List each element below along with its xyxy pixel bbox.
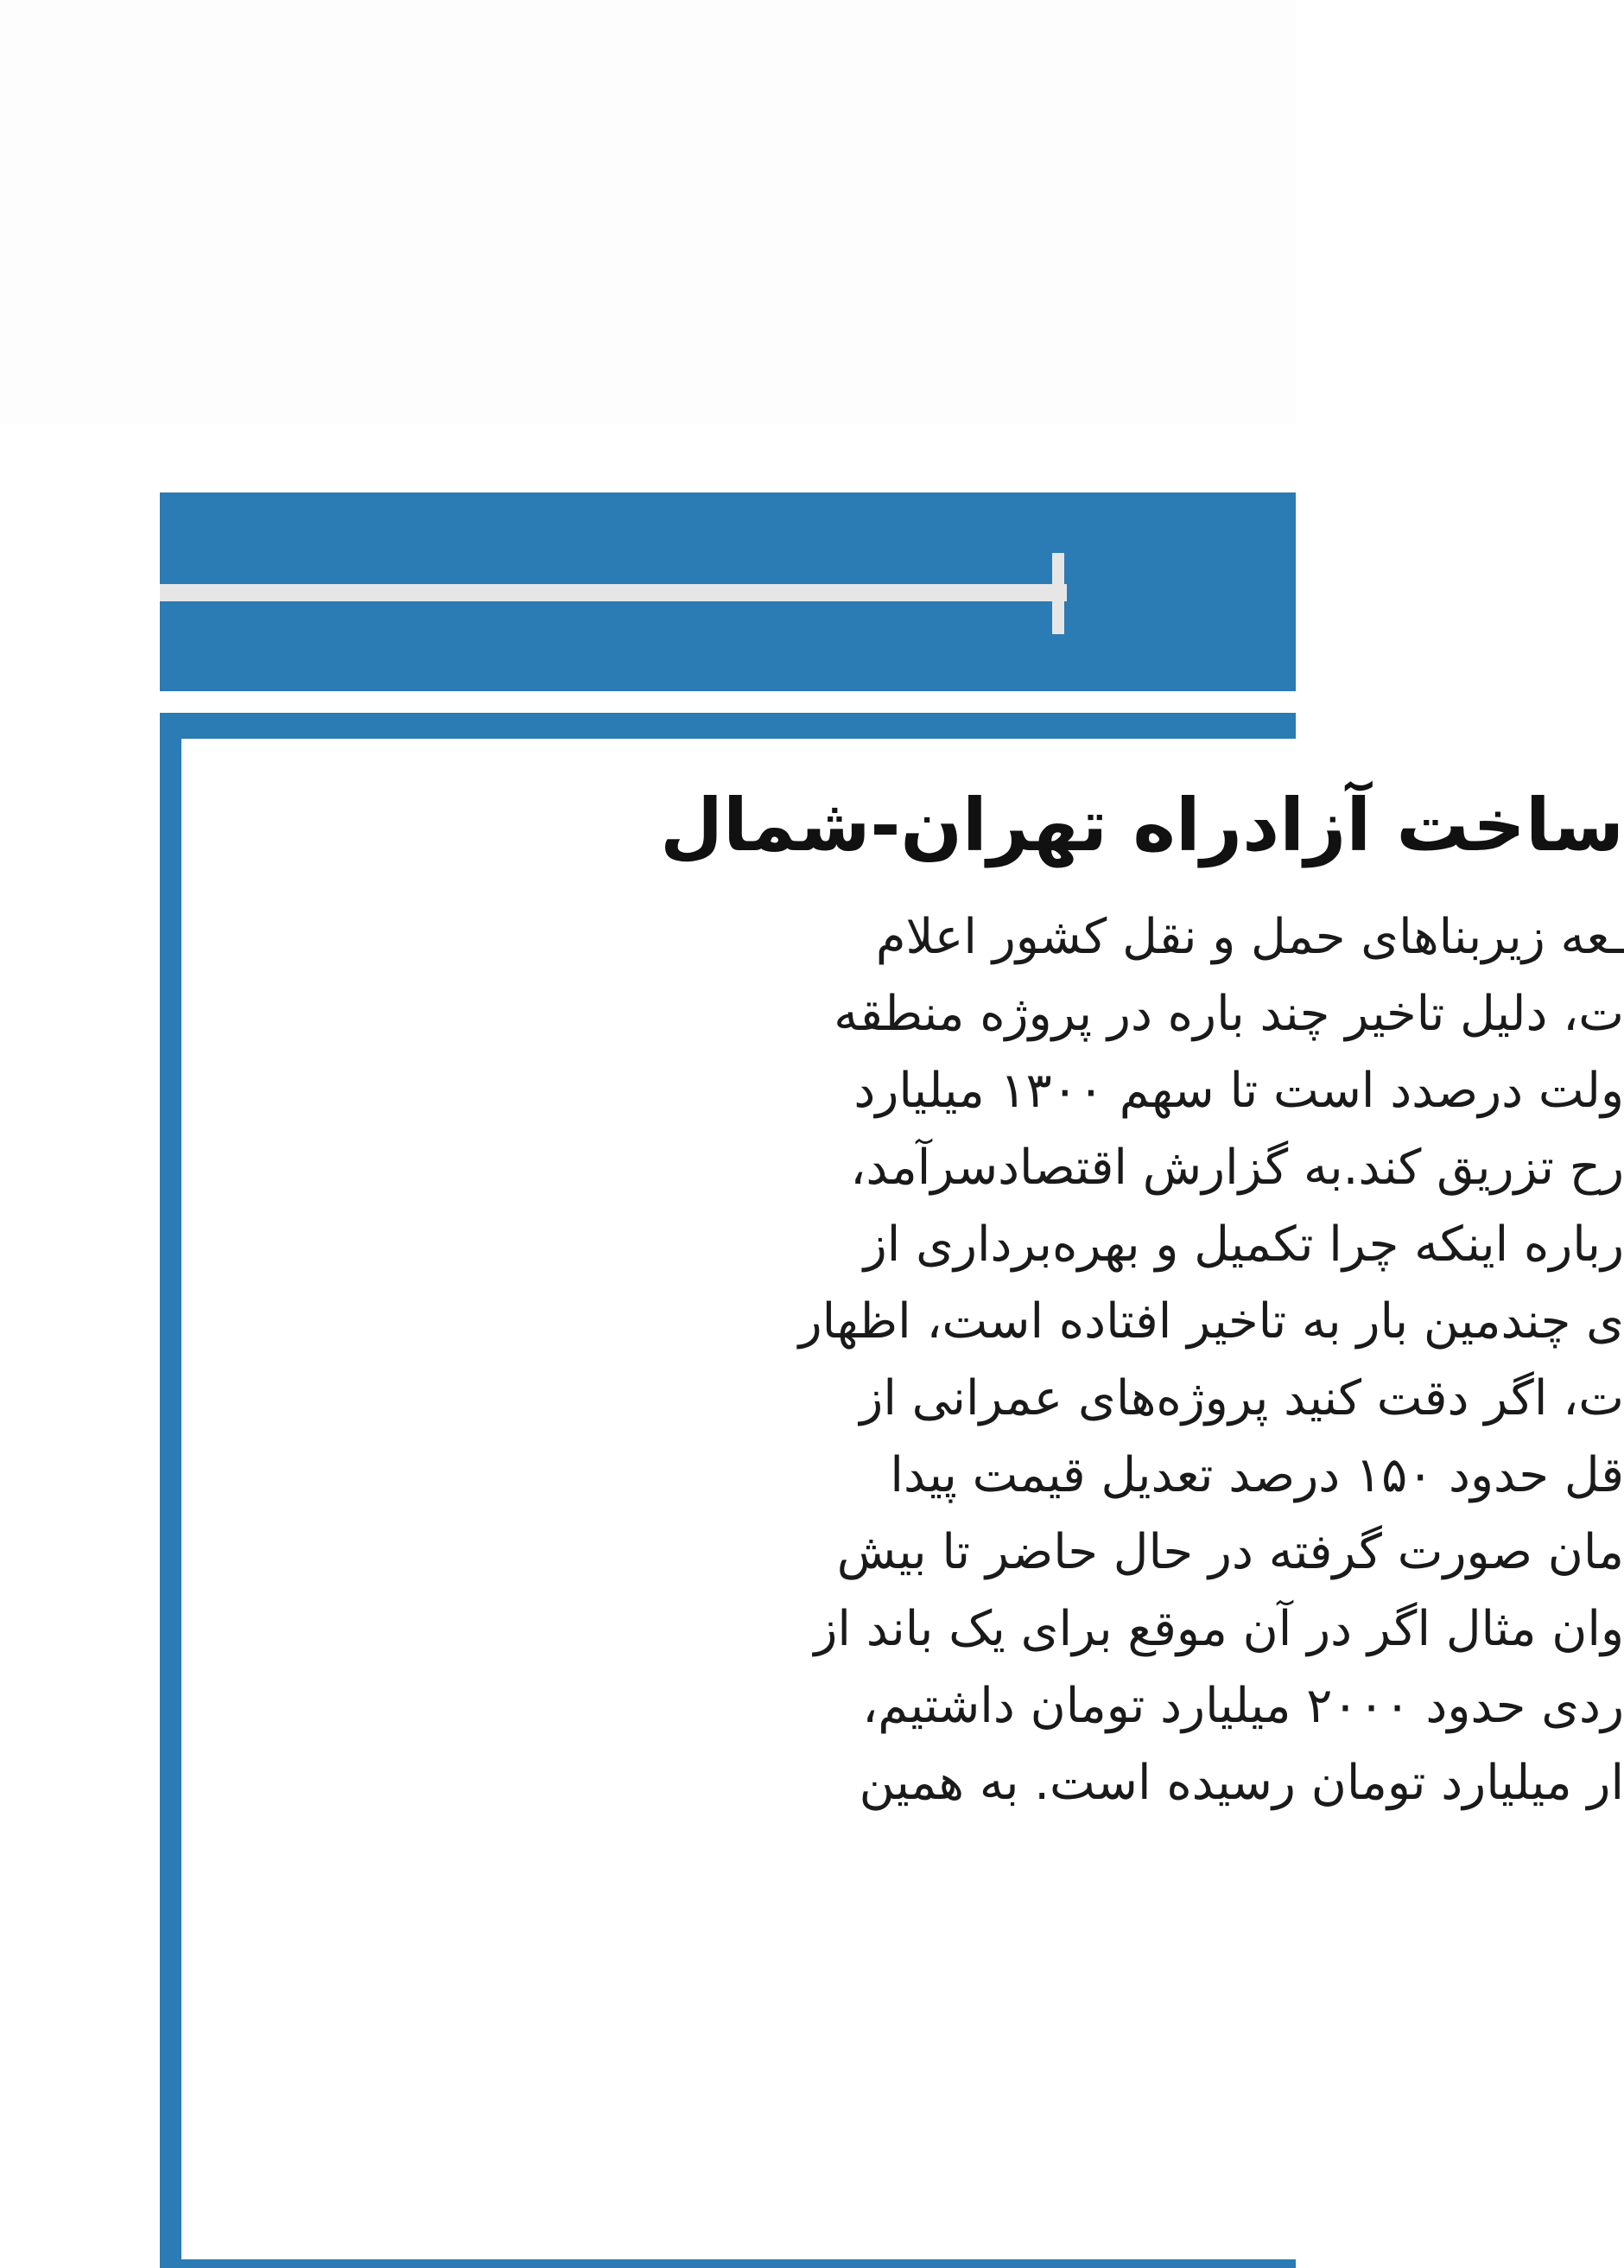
article-line: ـعه زیربناهای حمل و نقل کشور اعلام [875,909,1624,965]
article-line: رباره اینکه چرا تکمیل و بهره‌برداری از [863,1217,1624,1273]
article-box [181,739,1624,2259]
article-line: وان مثال اگر در آن موقع برای یک باند از [814,1601,1624,1657]
article-body [799,899,1624,1821]
header-rule-tick [1052,553,1064,634]
article-line: ردی حدود ۲۰۰۰ میلیارد تومان داشتیم، [862,1678,1624,1734]
article-line: قل حدود ۱۵۰ درصد تعدیل قیمت پیدا [890,1447,1624,1503]
article-line: ار میلیارد تومان رسیده است. به همین [859,1755,1624,1811]
article-line: رح تزریق کند.به گزارش اقتصادسرآمد، [850,1140,1624,1196]
article-line: ت، اگر دقت کنید پروژه‌های عمرانی از [860,1370,1624,1426]
article-headline: ساخت آزادراه تهران-شمال [660,783,1624,867]
article-line: ت، دلیل تاخیر چند باره در پروژه منطقه [834,986,1624,1042]
article-line: مان صورت گرفته در حال حاضر تا بیش [836,1524,1624,1580]
article-line: ولت درصدد است تا سهم ۱۳۰۰ میلیارد [853,1063,1624,1119]
top-blank-area [0,0,1296,423]
article-line: ی چندمین بار به تاخیر افتاده است، اظهار [798,1293,1624,1350]
header-rule [160,584,1067,601]
